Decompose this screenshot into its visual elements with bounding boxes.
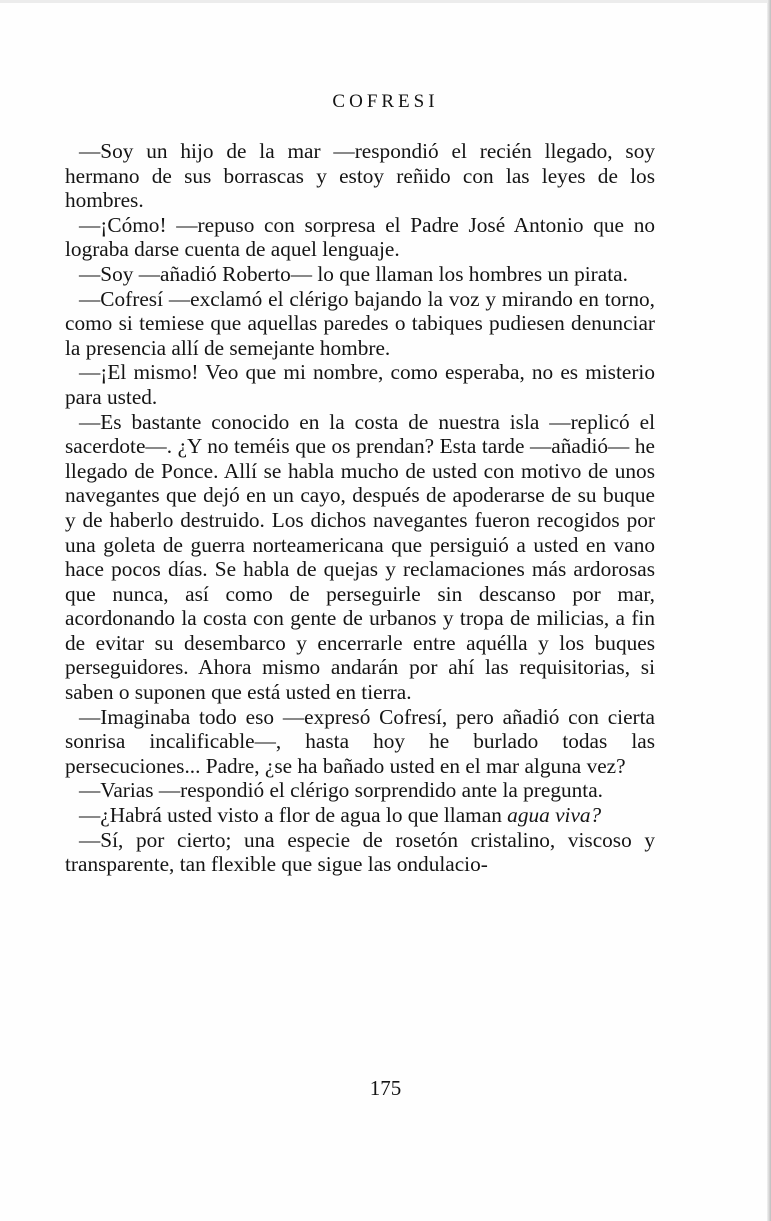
paragraph: —Imaginaba todo eso —expresó Cofresí, pero añadió con cierta sonrisa incalificable—, hasta hoy he burlado todas las persecuciones... Padre, ¿se ha bañado usted en el mar alguna vez?	[65, 704, 655, 778]
paragraph: —¡Cómo! —repuso con sorpresa el Padre José Antonio que no lograba darse cuenta de aquel lenguaje.	[65, 212, 655, 262]
paragraph: —Varias —respondió el clérigo sorprendido ante la pregunta.	[79, 778, 603, 803]
paragraph	[65, 803, 655, 828]
paragraph: —Soy un hijo de la mar —respondió el recién llegado, soy hermano de sus borrascas y estoy reñido con las leyes de los hombres.	[65, 139, 655, 213]
paragraph: —Sí, por cierto; una especie de rosetón cristalino, viscoso y transparente, tan flexible que sigue las ondulacio-	[65, 827, 655, 877]
paragraph: —Soy —añadió Roberto— lo que llaman los hombres un pirata.	[79, 261, 628, 286]
running-head: COFRESI	[332, 91, 439, 112]
page-number: 175	[369, 1076, 402, 1100]
body-text	[65, 139, 655, 877]
paragraph: —Cofresí —exclamó el clérigo bajando la voz y mirando en torno, como si temiese que aquellas paredes o tabiques pudiesen denunciar la presencia allí de semejante hombre.	[65, 286, 655, 360]
italic-term: agua viva?	[507, 803, 602, 828]
paragraph: —Es bastante conocido en la costa de nuestra isla —replicó el sacerdote—. ¿Y no teméis que os prendan? Esta tarde —añadió— he llegado de Ponce. Allí se habla mucho de usted con motivo de unos navegantes que dejó en un cayo, después de apoderarse de su buque y de haberlo destruido. Los dichos navegantes fueron recogidos por una goleta de guerra norteamericana que persiguió a usted en vano hace pocos días. Se habla de quejas y reclamaciones más ardorosas que nunca, así como de perseguirle sin descanso por mar, acordonando la costa con gente de urbanos y tropa de milicias, a fin de evitar su desembarco y encerrarle entre aquélla y los buques perseguidores. Ahora mismo andarán por ahí las requisitorias, si saben o suponen que está usted en tierra.	[65, 409, 655, 705]
paragraph-text: —¿Habrá usted visto a flor de agua lo que llaman	[79, 803, 508, 828]
page-right-edge	[767, 0, 771, 1221]
paragraph: —¡El mismo! Veo que mi nombre, como esperaba, no es misterio para usted.	[65, 360, 655, 409]
page-top-edge	[0, 0, 771, 3]
